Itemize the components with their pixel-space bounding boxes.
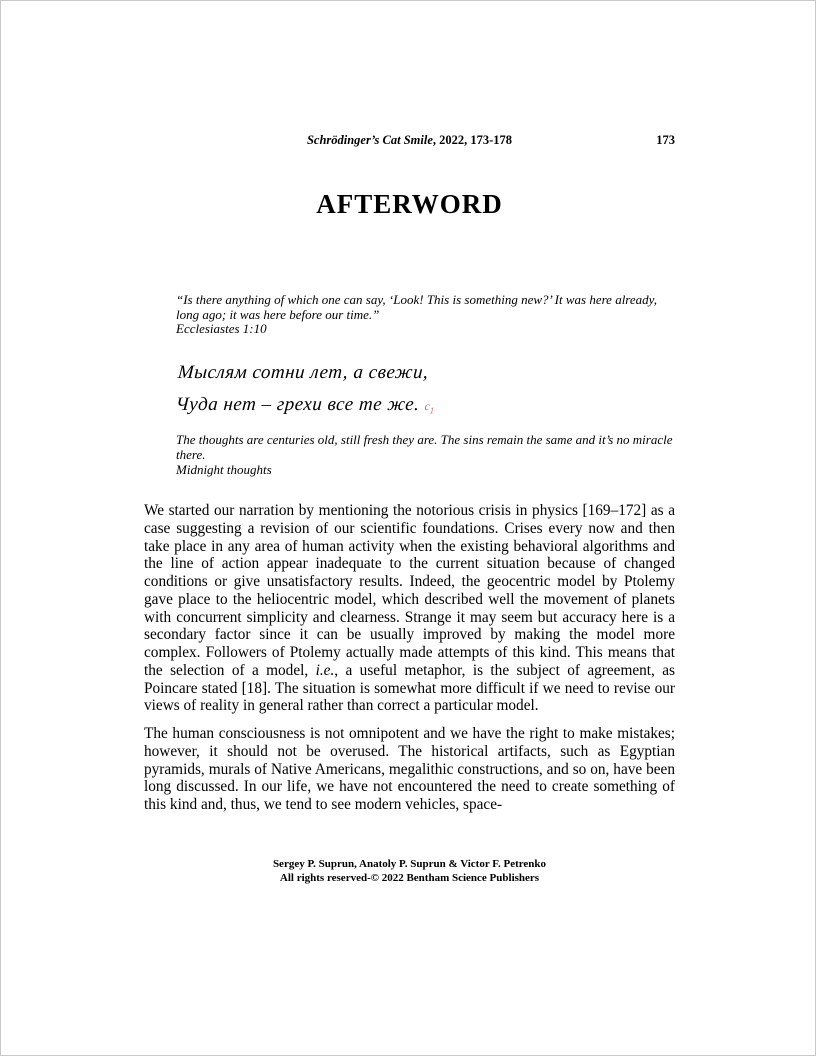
- paragraph-2: The human consciousness is not omnipotent and we have the right to make mistakes; however, it should not be overused. The historical artifacts, such as Egyptian pyramids, murals of Native Americans, megalithic constructions, and so on, have been long discussed. In our life, we have not encountered the need to create something of this kind and, thus, we tend to see modern vehicles, space-: [144, 725, 675, 813]
- paragraph-1: [144, 502, 675, 715]
- paragraph-1-after: , a useful metaphor, is the subject of agreement, as Poincare stated [18]. The situation is somewhat more difficult if we need to revise our views of reality in general rather than correct a particular model.: [144, 661, 675, 715]
- chapter-title: AFTERWORD: [316, 189, 503, 220]
- epigraph: [176, 293, 669, 337]
- translation-text: The thoughts are centuries old, still fresh they are. The sins remain the same and it’s no miracle there.: [176, 432, 673, 462]
- journal-title: Schrödinger’s Cat Smile: [306, 133, 433, 147]
- translation-source: Midnight thoughts: [176, 461, 272, 477]
- body-text: [144, 502, 675, 814]
- verse-line-2: [174, 389, 436, 426]
- epigraph-quote: “Is there anything of which one can say, ‘Look! This is something new?’ It was here already, long ago; it was here before our time.”: [176, 292, 657, 322]
- page-footer: [144, 858, 675, 885]
- latin-term-ie: i.e.: [315, 661, 335, 679]
- page-content: [144, 1, 675, 1055]
- paragraph-1-before: We started our narration by mentioning the notorious crisis in physics [169–172] as a case suggesting a revision of our scientific foundations. Crises every now and then take place in any area of human activity when the existing behavioral algorithms and the line of action appear inadequate to the current situation because of changed conditions or give unsatisfactory results. Indeed, the geocentric model by Ptolemy gave place to the heliocentric model, which described well the movement of planets with concurrent simplicity and clearness. Strange it may seem but accuracy here is a secondary factor since it can be usually improved by making the model more complex. Followers of Ptolemy actually made attempts of this kind. This means that the selection of a model,: [144, 502, 675, 679]
- comment-marker-index: 1: [429, 405, 435, 416]
- footer-rights: All rights reserved-© 2022 Bentham Science Publishers: [279, 871, 540, 884]
- russian-verse: [174, 357, 438, 426]
- verse-translation: [176, 433, 675, 477]
- page-number: 173: [656, 133, 675, 147]
- comment-marker: [424, 399, 435, 416]
- running-head: [144, 133, 675, 147]
- verse-line-2-text: Чуда нет – грехи все те же.: [174, 394, 421, 415]
- epigraph-source: Ecclesiastes 1:10: [176, 321, 267, 337]
- comment-marker-letter: с: [424, 399, 431, 413]
- verse-line-1: Мыслям сотни лет, а свежи,: [177, 362, 430, 383]
- footer-authors: Sergey P. Suprun, Anatoly P. Suprun & Victor F. Petrenko: [272, 858, 547, 870]
- journal-meta: , 2022, 173-178: [432, 133, 513, 147]
